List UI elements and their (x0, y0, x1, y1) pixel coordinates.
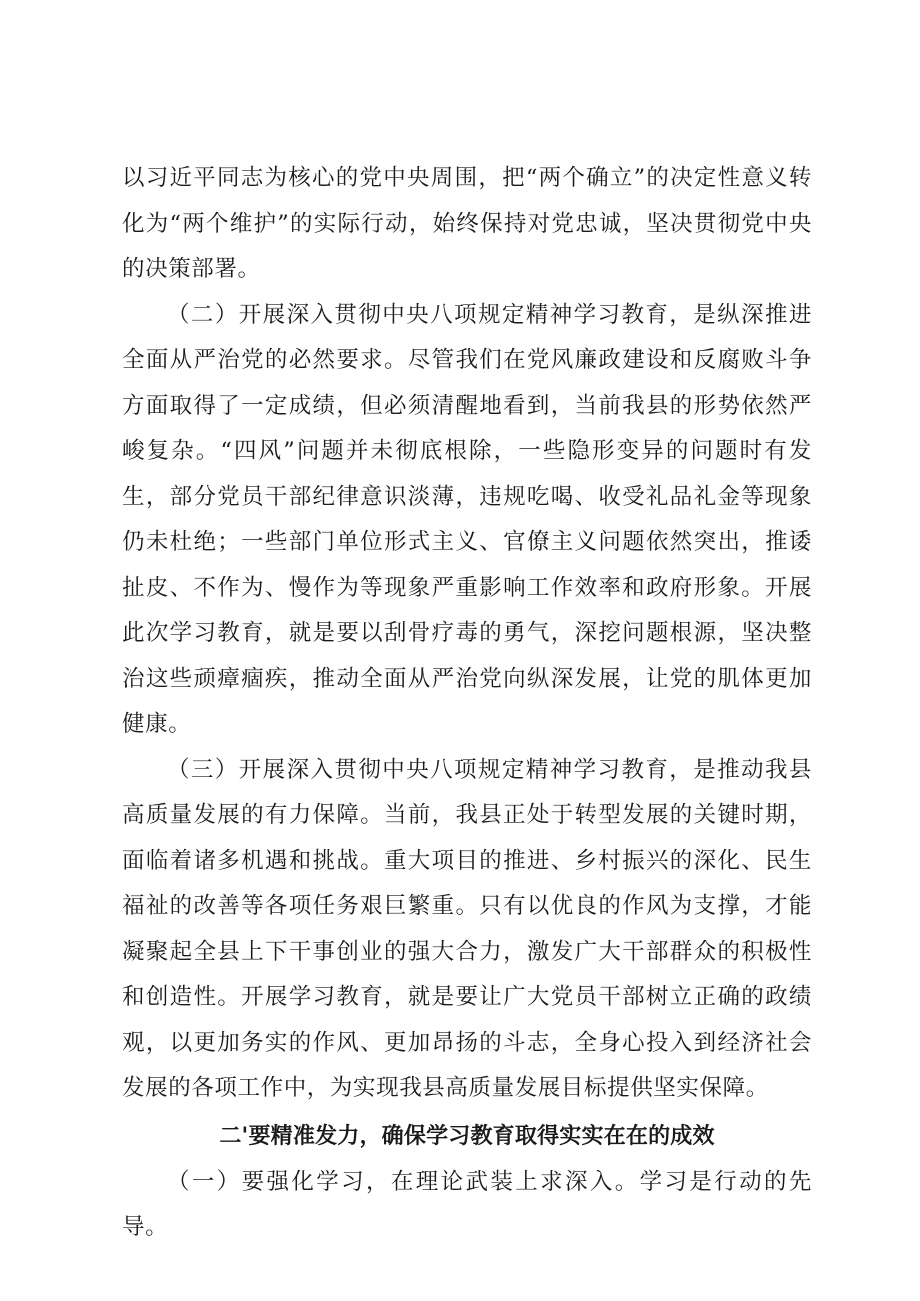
section-heading: 二'要精准发力，确保学习教育取得实实在在的成效 (219, 1123, 715, 1149)
document-page (122, 156, 812, 1251)
paragraph-three: （三）开展深入贯彻中央八项规定精神学习教育，是推动我县高质量发展的有力保障。当前，我县正处于转型发展的关键时期，面临着诸多机遇和挑战。重大项目的推进、乡村振兴的深化、民生福祉的改善等各项任务艰巨繁重。只有以优良的作风为支撑，才能凝聚起全县上下干事创业的强大合力，激发广大干部群众的积极性和创造性。开展学习教育，就是要让广大党员干部树立正确的政绩观，以更加务实的作风、更加昂扬的斗志，全身心投入到经济社会发展的各项工作中，为实现我县高质量发展目标提供坚实保障。 (122, 756, 812, 1101)
paragraph-section-two-first: （一）要强化学习，在理论武装上求深入。学习是行动的先导。 (122, 1168, 812, 1240)
paragraph-continuation: 以习近平同志为核心的党中央周围，把“两个确立”的决定性意义转化为“两个维护”的实际行动，始终保持对党忠诚，坚决贯彻党中央的决策部署。 (122, 165, 812, 282)
paragraph-two: （二）开展深入贯彻中央八项规定精神学习教育，是纵深推进全面从严治党的必然要求。尽管我们在党风廉政建设和反腐败斗争方面取得了一定成绩，但必须清醒地看到，当前我县的形势依然严峻复杂。“四风”问题并未彻底根除，一些隐形变异的问题时有发生，部分党员干部纪律意识淡薄，违规吃喝、收受礼品礼金等现象仍未杜绝；一些部门单位形式主义、官僚主义问题依然突出，推诿扯皮、不作为、慢作为等现象严重影响工作效率和政府形象。开展此次学习教育，就是要以刮骨疗毒的勇气，深挖问题根源，坚决整治这些顽瘴痼疾，推动全面从严治党向纵深发展，让党的肌体更加健康。 (122, 301, 812, 737)
